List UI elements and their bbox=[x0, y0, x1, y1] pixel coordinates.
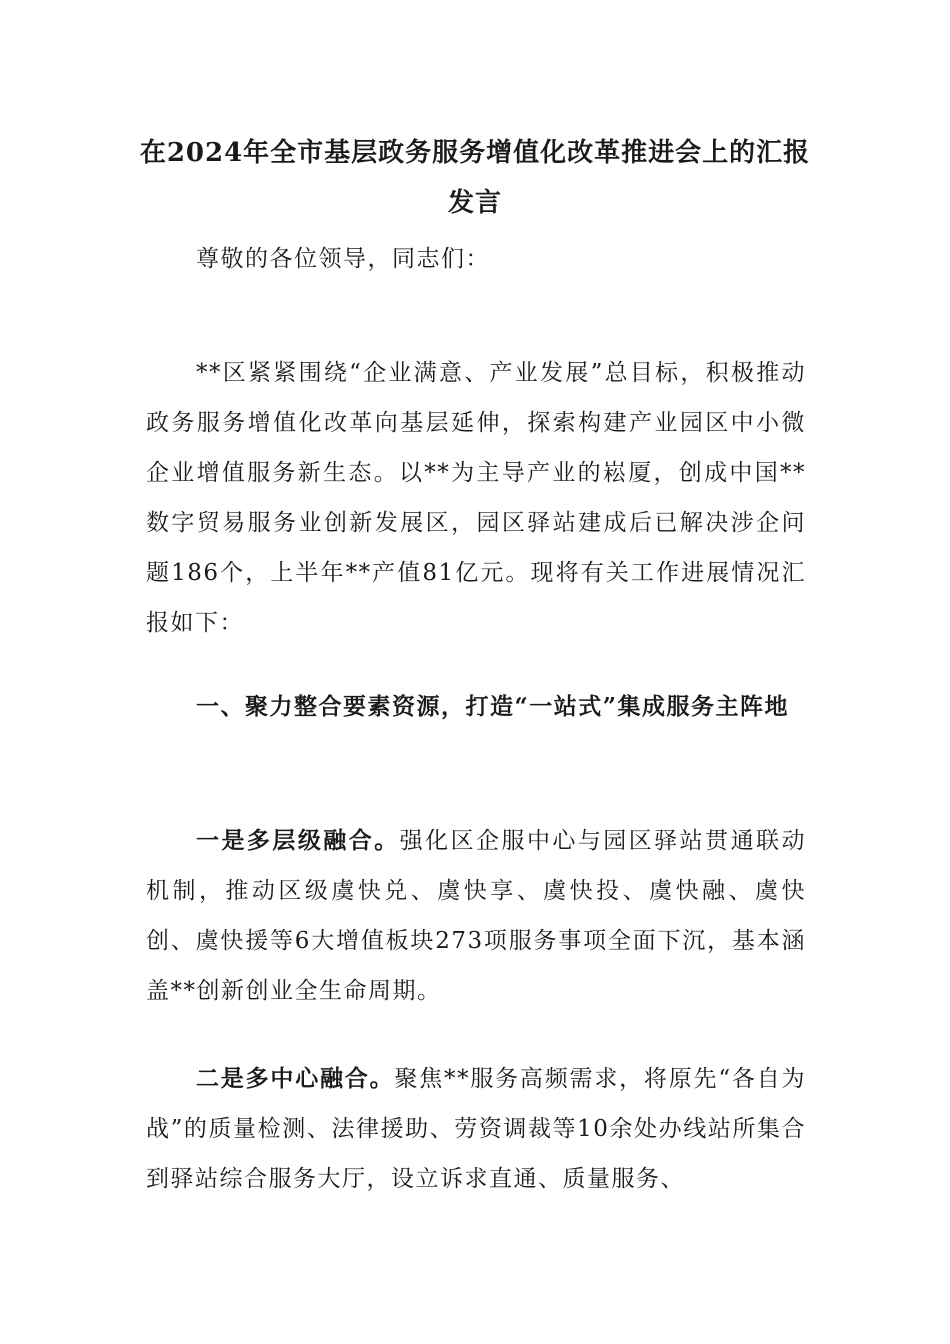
document-title: 在2024年全市基层政务服务增值化改革推进会上的汇报发言 bbox=[139, 138, 811, 218]
salutation: 尊敬的各位领导，同志们： bbox=[196, 246, 490, 272]
paragraph-2-text: 聚焦**服务高频需求，将原先“各自为战”的质量检测、法律援助、劳资调裁等10余处办线站所集合到驿站综合服务大厅，设立诉求直通、质量服务、 bbox=[146, 1066, 807, 1192]
section-heading-1: 一、聚力整合要素资源，打造“一站式”集成服务主阵地 bbox=[196, 693, 789, 720]
paragraph-2-lead: 二是多中心融合。 bbox=[196, 1065, 395, 1092]
paragraph-2 bbox=[146, 1054, 806, 1204]
paragraph-1-text: 强化区企服中心与园区驿站贯通联动机制，推动区级虞快兑、虞快享、虞快投、虞快融、虞快创、虞快援等6大增值板块273项服务事项全面下沉，基本涵盖**创新创业全生命周期。 bbox=[146, 828, 807, 1004]
paragraph-1-lead: 一是多层级融合。 bbox=[196, 827, 400, 854]
paragraph-1 bbox=[146, 816, 806, 1016]
intro-paragraph: **区紧紧围绕“企业满意、产业发展”总目标，积极推动政务服务增值化改革向基层延伸，探索构建产业园区中小微企业增值服务新生态。以**为主导产业的崧厦，创成中国**数字贸易服务业创新发展区，园区驿站建成后已解决涉企问题186个，上半年**产值81亿元。现将有关工作进展情况汇报如下： bbox=[146, 360, 806, 636]
